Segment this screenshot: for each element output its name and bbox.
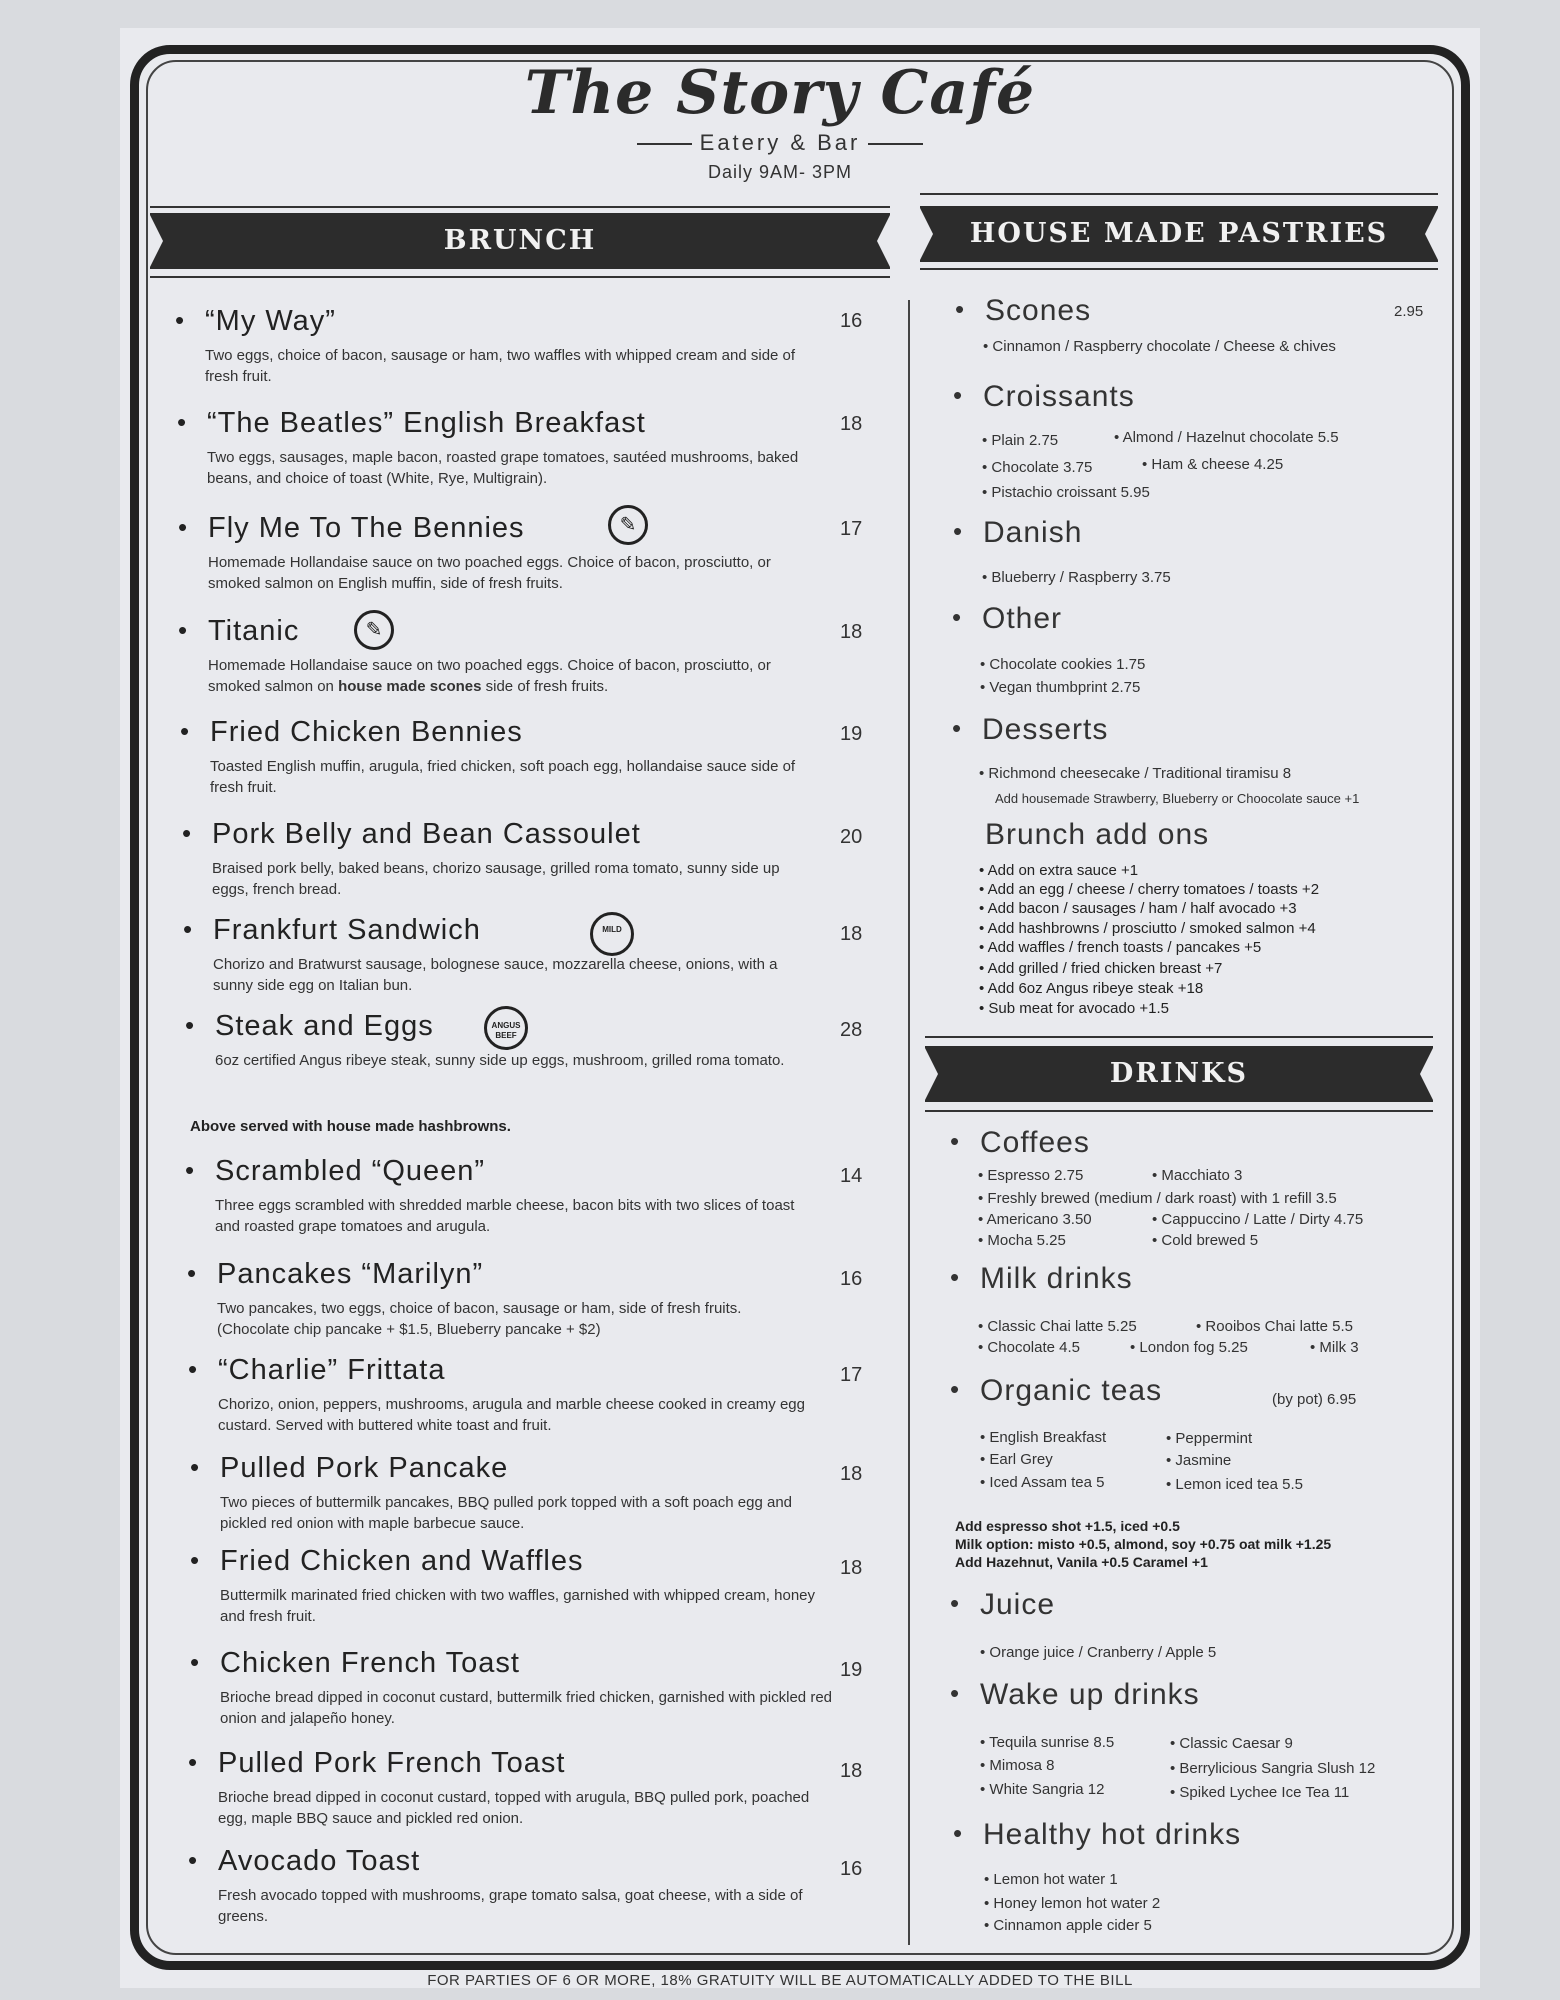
juice-section: [980, 1588, 1055, 1622]
other-title: • Other: [982, 602, 1062, 636]
coffee-espresso: • Espresso 2.75: [978, 1167, 1083, 1184]
item-desc: Homemade Hollandaise sauce on two poached eggs. Choice of bacon, prosciutto, or smoked salmon on house made scones side of fresh fruits.: [208, 657, 771, 695]
tea-iced-assam: • Iced Assam tea 5: [980, 1474, 1105, 1491]
opening-hours: Daily 9AM- 3PM: [707, 162, 853, 182]
item-price: 16: [840, 1858, 863, 1880]
addon-item: • Add on extra sauce +1: [979, 862, 1138, 879]
teas-section: [980, 1374, 1162, 1408]
item-desc: 6oz certified Angus ribeye steak, sunny side up eggs, mushroom, grilled roma tomato.: [215, 1052, 785, 1069]
coffee-cold-brew: • Cold brewed 5: [1152, 1232, 1258, 1249]
wakeup-mimosa: • Mimosa 8: [980, 1757, 1054, 1774]
croissant-plain: • Plain 2.75: [982, 432, 1058, 449]
item-desc: Three eggs scrambled with shredded marble cheese, bacon bits with two slices of toast and roasted grape tomatoes and arugula.: [215, 1197, 795, 1235]
healthy-cider: • Cinnamon apple cider 5: [984, 1917, 1152, 1934]
menu-item: [208, 512, 808, 594]
coffee-macchiato: • Macchiato 3: [1152, 1167, 1242, 1184]
menu-item: [218, 1747, 818, 1829]
healthy-section: [983, 1818, 1241, 1852]
item-price: 19: [840, 723, 863, 745]
teas-price: (by pot) 6.95: [1272, 1391, 1357, 1408]
danish-flavors: • Blueberry / Raspberry 3.75: [982, 569, 1171, 586]
item-desc: Homemade Hollandaise sauce on two poached eggs. Choice of bacon, prosciutto, or smoked salmon on English muffin, side of fresh fruits.: [208, 554, 771, 592]
addons-section: [985, 818, 1209, 852]
item-desc: Two pieces of buttermilk pancakes, BBQ pulled pork topped with a soft poach egg and pickled red onion with maple barbecue sauce.: [220, 1494, 793, 1532]
croissants-title: • Croissants: [983, 380, 1135, 414]
wakeup-lychee: • Spiked Lychee Ice Tea 11: [1170, 1784, 1349, 1801]
menu-item: [205, 305, 805, 387]
healthy-lemon: • Lemon hot water 1: [984, 1871, 1118, 1888]
menu-item: [212, 818, 812, 900]
tea-earl-grey: • Earl Grey: [980, 1451, 1053, 1468]
croissant-almond: • Almond / Hazelnut chocolate 5.5: [1114, 429, 1339, 446]
item-price: 18: [840, 621, 863, 643]
chocolate-cookies: • Chocolate cookies 1.75: [980, 656, 1145, 673]
menu-item: [220, 1545, 820, 1627]
angus-beef-icon: ANGUS BEEF: [484, 1006, 528, 1050]
signature-dish-icon: ✎: [354, 610, 394, 650]
menu-item: [220, 1647, 840, 1729]
item-price: 18: [840, 1760, 863, 1782]
coffee-brewed: • Freshly brewed (medium / dark roast) with 1 refill 3.5: [978, 1190, 1337, 1207]
item-desc: Chorizo and Bratwurst sausage, bolognese sauce, mozzarella cheese, onions, with a sunny side egg on Italian bun.: [213, 956, 778, 994]
teas-title: • Organic teas: [980, 1374, 1162, 1408]
item-desc: Chorizo, onion, peppers, mushrooms, arugula and marble cheese cooked in creamy egg custard. Served with buttered white toast and fruit.: [218, 1396, 805, 1434]
hashbrowns-note: Above served with house made hashbrowns.: [190, 1118, 511, 1135]
brunch-heading: BRUNCH: [150, 213, 890, 269]
other-section: [982, 602, 1062, 636]
addon-item: • Sub meat for avocado +1.5: [979, 1000, 1169, 1017]
item-name: • Pork Belly and Bean Cassoulet: [212, 818, 812, 851]
desserts-section: [982, 713, 1108, 747]
addons-title: Brunch add ons: [985, 818, 1210, 851]
addon-item: • Add grilled / fried chicken breast +7: [979, 960, 1222, 977]
item-name: • Frankfurt Sandwich: [213, 914, 813, 947]
item-desc: Two eggs, choice of bacon, sausage or ham, two waffles with whipped cream and side of fresh fruit.: [205, 347, 796, 385]
item-price: 14: [840, 1165, 863, 1187]
menu-header: [0, 58, 1560, 183]
item-name: • Pulled Pork French Toast: [218, 1747, 818, 1780]
drinks-heading: DRINKS: [925, 1046, 1433, 1102]
addon-item: • Add bacon / sausages / ham / half avocado +3: [979, 900, 1297, 917]
coffees-section: [980, 1126, 1090, 1160]
croissant-pistachio: • Pistachio croissant 5.95: [982, 484, 1150, 501]
item-name: • Avocado Toast: [218, 1845, 818, 1878]
milk-chai: • Classic Chai latte 5.25: [978, 1318, 1137, 1335]
wakeup-section: [980, 1678, 1200, 1712]
menu-item: [218, 1845, 818, 1927]
cafe-logo: The Story Café: [524, 58, 1036, 128]
wakeup-tequila: • Tequila sunrise 8.5: [980, 1734, 1114, 1751]
croissant-ham-cheese: • Ham & cheese 4.25: [1142, 456, 1283, 473]
item-desc: Two pancakes, two eggs, choice of bacon, sausage or ham, side of fresh fruits. (Chocolate chip pancake + $1.5, Blueberry pancake + $2): [217, 1300, 742, 1338]
item-desc: Brioche bread dipped in coconut custard, topped with arugula, BBQ pulled pork, poached egg, maple BBQ sauce and pickled red onion.: [218, 1789, 810, 1827]
gratuity-footer: FOR PARTIES OF 6 OR MORE, 18% GRATUITY WILL BE AUTOMATICALLY ADDED TO THE BILL: [427, 1972, 1133, 1989]
item-price: 19: [840, 1659, 863, 1681]
milk-rooibos: • Rooibos Chai latte 5.5: [1196, 1318, 1353, 1335]
desserts-sauce-note: Add housemade Strawberry, Blueberry or Choocolate sauce +1: [995, 791, 1360, 806]
coffee-mocha: • Mocha 5.25: [978, 1232, 1066, 1249]
item-price: 16: [840, 310, 863, 332]
scones-price: 2.95: [1394, 303, 1424, 320]
wakeup-sangria-slush: • Berrylicious Sangria Slush 12: [1170, 1760, 1375, 1777]
menu-item: [213, 914, 813, 996]
coffees-title: • Coffees: [980, 1126, 1090, 1160]
item-name: • Fried Chicken Bennies: [210, 716, 810, 749]
scones-flavors: • Cinnamon / Raspberry chocolate / Cheese & chives: [983, 338, 1336, 355]
item-price: 18: [840, 413, 863, 435]
wakeup-title: • Wake up drinks: [980, 1678, 1200, 1712]
cafe-subtitle: Eatery & Bar: [0, 130, 1560, 156]
item-desc: Toasted English muffin, arugula, fried chicken, soft poach egg, hollandaise sauce side of fresh fruit.: [210, 758, 796, 796]
danish-title: • Danish: [983, 516, 1082, 550]
menu-item: [207, 407, 807, 489]
danish-section: [983, 516, 1082, 550]
milk-section: [980, 1262, 1133, 1296]
item-name: • Scrambled “Queen”: [215, 1155, 815, 1188]
item-price: 17: [840, 1364, 863, 1386]
item-name: • Steak and Eggs: [215, 1010, 815, 1043]
item-name: • Pulled Pork Pancake: [220, 1452, 820, 1485]
coffee-americano: • Americano 3.50: [978, 1211, 1092, 1228]
item-price: 20: [840, 826, 863, 848]
column-divider: [908, 300, 910, 1945]
item-price: 18: [840, 923, 863, 945]
vegan-thumbprint: • Vegan thumbprint 2.75: [980, 679, 1140, 696]
desserts-list: • Richmond cheesecake / Traditional tiramisu 8: [979, 765, 1291, 782]
addon-item: • Add 6oz Angus ribeye steak +18: [979, 980, 1203, 997]
milk-milk: • Milk 3: [1310, 1339, 1359, 1356]
menu-item: [208, 615, 808, 697]
item-desc: Brioche bread dipped in coconut custard, buttermilk fried chicken, garnished with pickled red onion and jalapeño honey.: [220, 1689, 832, 1727]
addon-item: • Add waffles / french toasts / pancakes +5: [979, 939, 1261, 956]
tea-peppermint: • Peppermint: [1166, 1430, 1252, 1447]
menu-item: [210, 716, 810, 798]
milk-title: • Milk drinks: [980, 1262, 1133, 1296]
item-price: 18: [840, 1463, 863, 1485]
menu-item: [217, 1258, 817, 1340]
menu-item: [215, 1155, 815, 1237]
juice-title: • Juice: [980, 1588, 1055, 1622]
signature-dish-icon: ✎: [608, 505, 648, 545]
addon-item: • Add hashbrowns / prosciutto / smoked salmon +4: [979, 920, 1316, 937]
wakeup-white-sangria: • White Sangria 12: [980, 1781, 1105, 1798]
wakeup-caesar: • Classic Caesar 9: [1170, 1735, 1293, 1752]
milk-london-fog: • London fog 5.25: [1130, 1339, 1248, 1356]
coffee-cappuccino: • Cappuccino / Latte / Dirty 4.75: [1152, 1211, 1363, 1228]
milk-chocolate: • Chocolate 4.5: [978, 1339, 1080, 1356]
item-desc: Buttermilk marinated fried chicken with two waffles, garnished with whipped cream, honey and fresh fruit.: [220, 1587, 816, 1625]
item-name: • “My Way”: [205, 305, 805, 338]
tea-english: • English Breakfast: [980, 1429, 1106, 1446]
item-name: • “Charlie” Frittata: [218, 1354, 818, 1387]
item-desc: Braised pork belly, baked beans, chorizo sausage, grilled roma tomato, sunny side up eggs, french bread.: [212, 860, 780, 898]
item-name: • “The Beatles” English Breakfast: [207, 407, 807, 440]
juice-list: • Orange juice / Cranberry / Apple 5: [980, 1644, 1216, 1661]
item-name: • Pancakes “Marilyn”: [217, 1258, 817, 1291]
menu-item: [218, 1354, 818, 1436]
item-price: 18: [840, 1557, 863, 1579]
scones-section: [985, 294, 1091, 328]
item-name: • Fly Me To The Bennies: [208, 512, 808, 545]
croissant-chocolate: • Chocolate 3.75: [982, 459, 1092, 476]
healthy-title: • Healthy hot drinks: [983, 1818, 1241, 1852]
item-price: 17: [840, 518, 863, 540]
item-desc: Two eggs, sausages, maple bacon, roasted grape tomatoes, sautéed mushrooms, baked beans, and choice of toast (White, Rye, Multigrain).: [207, 449, 799, 487]
healthy-honey-lemon: • Honey lemon hot water 2: [984, 1895, 1160, 1912]
scones-title: • Scones: [985, 294, 1091, 328]
item-name: • Titanic: [208, 615, 808, 648]
item-name: • Fried Chicken and Waffles: [220, 1545, 820, 1578]
mild-spice-icon: MILD: [590, 912, 634, 956]
tea-jasmine: • Jasmine: [1166, 1452, 1231, 1469]
item-name: • Chicken French Toast: [220, 1647, 840, 1680]
addon-item: • Add an egg / cheese / cherry tomatoes / toasts +2: [979, 881, 1319, 898]
desserts-title: • Desserts: [982, 713, 1108, 747]
coffee-extras: Add espresso shot +1.5, iced +0.5 Milk option: misto +0.5, almond, soy +0.75 oat milk +1.25 Add Hazehnut, Vanila +0.5 Caramel +1: [955, 1518, 1332, 1570]
item-price: 16: [840, 1268, 863, 1290]
item-desc: Fresh avocado topped with mushrooms, grape tomato salsa, goat cheese, with a side of greens.: [218, 1887, 803, 1925]
tea-lemon-iced: • Lemon iced tea 5.5: [1166, 1476, 1303, 1493]
item-price: 28: [840, 1019, 863, 1041]
croissants-section: [983, 380, 1135, 414]
menu-item: [220, 1452, 820, 1534]
pastries-heading: HOUSE MADE PASTRIES: [920, 206, 1438, 262]
